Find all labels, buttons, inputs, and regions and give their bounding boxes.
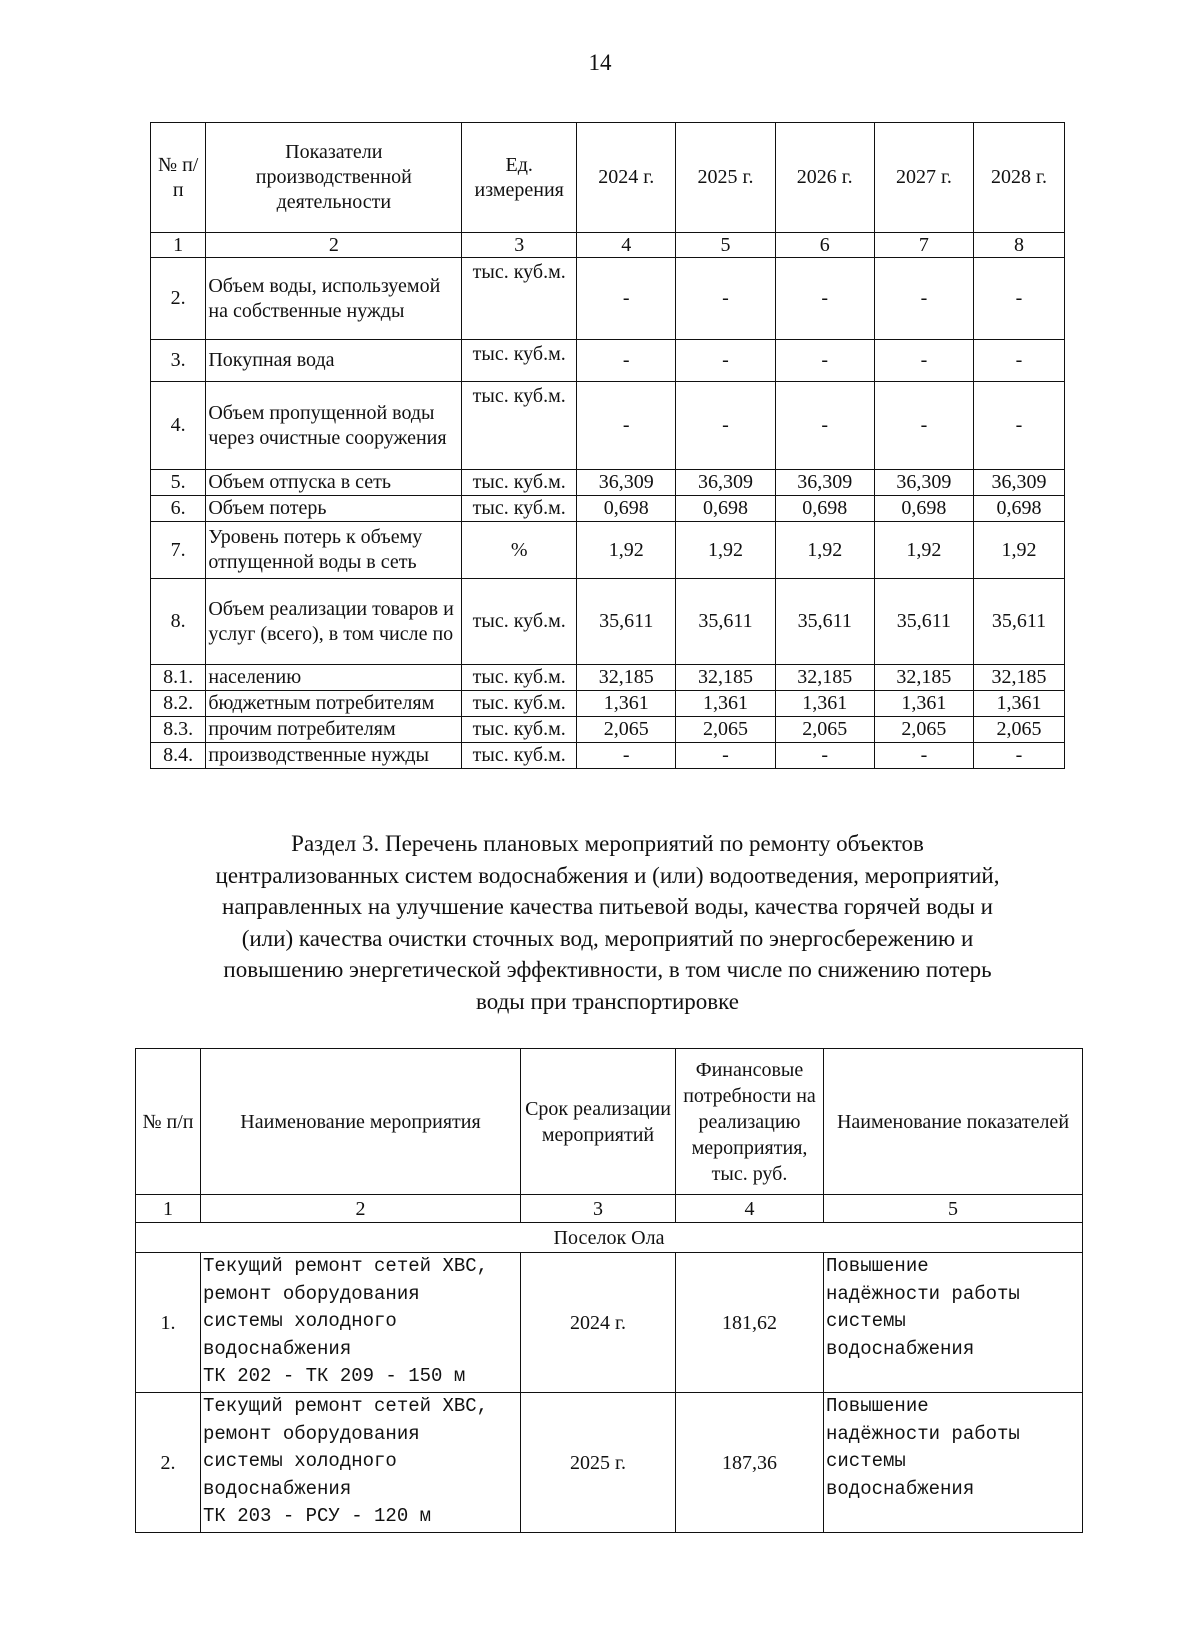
header-cell: Финансовые потребности на реализацию мероприятия, тыс. руб. [676, 1049, 824, 1195]
section-title-line: (или) качества очистки сточных вод, мероприятий по энергосбережению и [241, 925, 974, 951]
value-cell: - [775, 258, 874, 340]
measure-name-line: системы холодного [203, 1450, 397, 1472]
column-number: 6 [775, 233, 874, 258]
row-number: 8.2. [151, 691, 206, 717]
indicator-line: водоснабжения [826, 1477, 975, 1500]
value-cell: - [775, 382, 874, 470]
table-row [151, 743, 1065, 769]
table-row [151, 579, 1065, 665]
value-cell: - [974, 743, 1065, 769]
row-number: 2. [136, 1393, 201, 1533]
measure-name [201, 1393, 521, 1533]
unit-cell: тыс. куб.м. [462, 258, 577, 340]
indicator-name: прочим потребителям [206, 717, 462, 743]
value-cell: - [577, 743, 676, 769]
column-number: 7 [874, 233, 973, 258]
header-cell: 2026 г. [775, 123, 874, 233]
value-cell: - [676, 258, 775, 340]
finance-cell: 187,36 [676, 1393, 824, 1533]
value-cell: - [974, 258, 1065, 340]
indicator-line: Повышение [826, 1395, 929, 1417]
table-row [151, 496, 1065, 522]
unit-cell: % [462, 522, 577, 579]
value-cell: 36,309 [974, 470, 1065, 496]
header-cell: Показатели производственной деятельности [206, 123, 462, 233]
unit-cell: тыс. куб.м. [462, 579, 577, 665]
row-number: 2. [151, 258, 206, 340]
value-cell: 35,611 [676, 579, 775, 665]
production-indicators-table [150, 122, 1065, 769]
value-cell: 2,065 [577, 717, 676, 743]
indicator-name: Объем пропущенной воды через очистные сооружения [206, 382, 462, 470]
measure-name-line: ТК 202 - ТК 209 - 150 м [203, 1365, 466, 1387]
indicator-line: надёжности работы [826, 1282, 1020, 1305]
value-cell: 2,065 [874, 717, 973, 743]
table-header-row [136, 1049, 1083, 1195]
header-cell: 2025 г. [676, 123, 775, 233]
header-cell: 2024 г. [577, 123, 676, 233]
measure-name-line: Текущий ремонт сетей ХВС, [203, 1395, 489, 1417]
value-cell: - [974, 382, 1065, 470]
measure-name-line: водоснабжения [203, 1477, 352, 1500]
unit-cell: тыс. куб.м. [462, 743, 577, 769]
table-header-row [151, 123, 1065, 233]
indicator-name: бюджетным потребителям [206, 691, 462, 717]
section-3-title [150, 828, 1065, 1017]
column-number-row [151, 233, 1065, 258]
table-row [151, 258, 1065, 340]
column-number: 2 [206, 233, 462, 258]
unit-cell: тыс. куб.м. [462, 665, 577, 691]
value-cell: 0,698 [874, 496, 973, 522]
value-cell: 32,185 [974, 665, 1065, 691]
row-number: 3. [151, 340, 206, 382]
measure-name-line: водоснабжения [203, 1337, 352, 1360]
row-number: 8.4. [151, 743, 206, 769]
section-title-line: централизованных систем водоснабжения и (или) водоотведения, мероприятий, [215, 862, 1000, 888]
indicator-cell [824, 1393, 1083, 1533]
finance-cell: 181,62 [676, 1253, 824, 1393]
table-row [136, 1393, 1083, 1533]
indicator-name: населению [206, 665, 462, 691]
header-cell: 2027 г. [874, 123, 973, 233]
value-cell: - [874, 382, 973, 470]
row-number: 8.3. [151, 717, 206, 743]
column-number: 8 [974, 233, 1065, 258]
table-row [151, 665, 1065, 691]
column-number: 3 [521, 1195, 676, 1223]
measure-name-line: ремонт оборудования [203, 1422, 420, 1445]
unit-cell: тыс. куб.м. [462, 470, 577, 496]
indicator-line: системы [826, 1310, 906, 1332]
row-number: 7. [151, 522, 206, 579]
value-cell: - [874, 340, 973, 382]
column-number: 2 [201, 1195, 521, 1223]
indicator-line: водоснабжения [826, 1337, 975, 1360]
value-cell: 1,361 [577, 691, 676, 717]
value-cell: 32,185 [577, 665, 676, 691]
table-row [151, 717, 1065, 743]
value-cell: 35,611 [874, 579, 973, 665]
measure-name-line: ТК 203 - РСУ - 120 м [203, 1505, 432, 1527]
value-cell: 1,361 [676, 691, 775, 717]
unit-cell: тыс. куб.м. [462, 717, 577, 743]
header-cell: № п/п [151, 123, 206, 233]
value-cell: - [775, 340, 874, 382]
header-cell: Ед. измерения [462, 123, 577, 233]
measure-name-line: Текущий ремонт сетей ХВС, [203, 1255, 489, 1277]
column-number: 5 [824, 1195, 1083, 1223]
table-row [151, 522, 1065, 579]
value-cell: 0,698 [775, 496, 874, 522]
value-cell: - [676, 382, 775, 470]
value-cell: 1,361 [974, 691, 1065, 717]
value-cell: 35,611 [775, 579, 874, 665]
row-number: 8.1. [151, 665, 206, 691]
column-number: 1 [151, 233, 206, 258]
value-cell: 1,92 [775, 522, 874, 579]
value-cell: - [775, 743, 874, 769]
row-number: 5. [151, 470, 206, 496]
value-cell: 1,92 [974, 522, 1065, 579]
indicator-line: системы [826, 1450, 906, 1472]
value-cell: 36,309 [874, 470, 973, 496]
indicator-name: Уровень потерь к объему отпущенной воды в сеть [206, 522, 462, 579]
indicator-name: Объем отпуска в сеть [206, 470, 462, 496]
value-cell: - [577, 340, 676, 382]
column-number: 3 [462, 233, 577, 258]
value-cell: 36,309 [577, 470, 676, 496]
value-cell: 2,065 [676, 717, 775, 743]
value-cell: - [577, 382, 676, 470]
header-cell: Наименование показателей [824, 1049, 1083, 1195]
value-cell: 0,698 [676, 496, 775, 522]
unit-cell: тыс. куб.м. [462, 496, 577, 522]
value-cell: 1,92 [577, 522, 676, 579]
section-title-line: воды при транспортировке [476, 988, 739, 1014]
value-cell: - [974, 340, 1065, 382]
value-cell: 36,309 [676, 470, 775, 496]
group-row [136, 1223, 1083, 1253]
table-row [151, 470, 1065, 496]
column-number: 5 [676, 233, 775, 258]
indicator-name: производственные нужды [206, 743, 462, 769]
measure-name-line: системы холодного [203, 1310, 397, 1332]
planned-measures-table [135, 1048, 1083, 1533]
header-cell: Срок реализации мероприятий [521, 1049, 676, 1195]
section-title-line: Раздел 3. Перечень плановых мероприятий по ремонту объектов [291, 831, 924, 856]
indicator-cell [824, 1253, 1083, 1393]
indicator-name: Объем воды, используемой на собственные нужды [206, 258, 462, 340]
value-cell: 32,185 [676, 665, 775, 691]
value-cell: 2,065 [974, 717, 1065, 743]
value-cell: 35,611 [577, 579, 676, 665]
section-title-line: направленных на улучшение качества питьевой воды, качества горячей воды и [222, 894, 993, 919]
header-cell: № п/п [136, 1049, 201, 1195]
indicator-name: Объем реализации товаров и услуг (всего), в том числе по [206, 579, 462, 665]
indicator-line: Повышение [826, 1255, 929, 1277]
header-cell: Наименование мероприятия [201, 1049, 521, 1195]
section-title-line: повышению энергетической эффективности, в том числе по снижению потерь [223, 957, 992, 982]
table-row [151, 691, 1065, 717]
header-cell: 2028 г. [974, 123, 1065, 233]
value-cell: - [676, 743, 775, 769]
column-number-row [136, 1195, 1083, 1223]
indicator-name: Объем потерь [206, 496, 462, 522]
unit-cell: тыс. куб.м. [462, 340, 577, 382]
unit-cell: тыс. куб.м. [462, 691, 577, 717]
value-cell: 1,361 [775, 691, 874, 717]
column-number: 4 [676, 1195, 824, 1223]
value-cell: - [874, 743, 973, 769]
page-number: 14 [588, 50, 612, 75]
table-row [151, 382, 1065, 470]
unit-cell: тыс. куб.м. [462, 382, 577, 470]
column-number: 1 [136, 1195, 201, 1223]
group-title: Поселок Ола [136, 1223, 1083, 1253]
row-number: 1. [136, 1253, 201, 1393]
column-number: 4 [577, 233, 676, 258]
value-cell: 36,309 [775, 470, 874, 496]
row-number: 6. [151, 496, 206, 522]
indicator-name: Покупная вода [206, 340, 462, 382]
value-cell: 32,185 [775, 665, 874, 691]
value-cell: 1,92 [874, 522, 973, 579]
value-cell: - [577, 258, 676, 340]
value-cell: 32,185 [874, 665, 973, 691]
value-cell: - [676, 340, 775, 382]
measure-name-line: ремонт оборудования [203, 1282, 420, 1305]
table-row [136, 1253, 1083, 1393]
table-row [151, 340, 1065, 382]
value-cell: 35,611 [974, 579, 1065, 665]
term-cell: 2024 г. [521, 1253, 676, 1393]
row-number: 4. [151, 382, 206, 470]
value-cell: 1,361 [874, 691, 973, 717]
value-cell: - [874, 258, 973, 340]
value-cell: 0,698 [974, 496, 1065, 522]
indicator-line: надёжности работы [826, 1422, 1020, 1445]
measure-name [201, 1253, 521, 1393]
row-number: 8. [151, 579, 206, 665]
term-cell: 2025 г. [521, 1393, 676, 1533]
value-cell: 2,065 [775, 717, 874, 743]
value-cell: 1,92 [676, 522, 775, 579]
value-cell: 0,698 [577, 496, 676, 522]
